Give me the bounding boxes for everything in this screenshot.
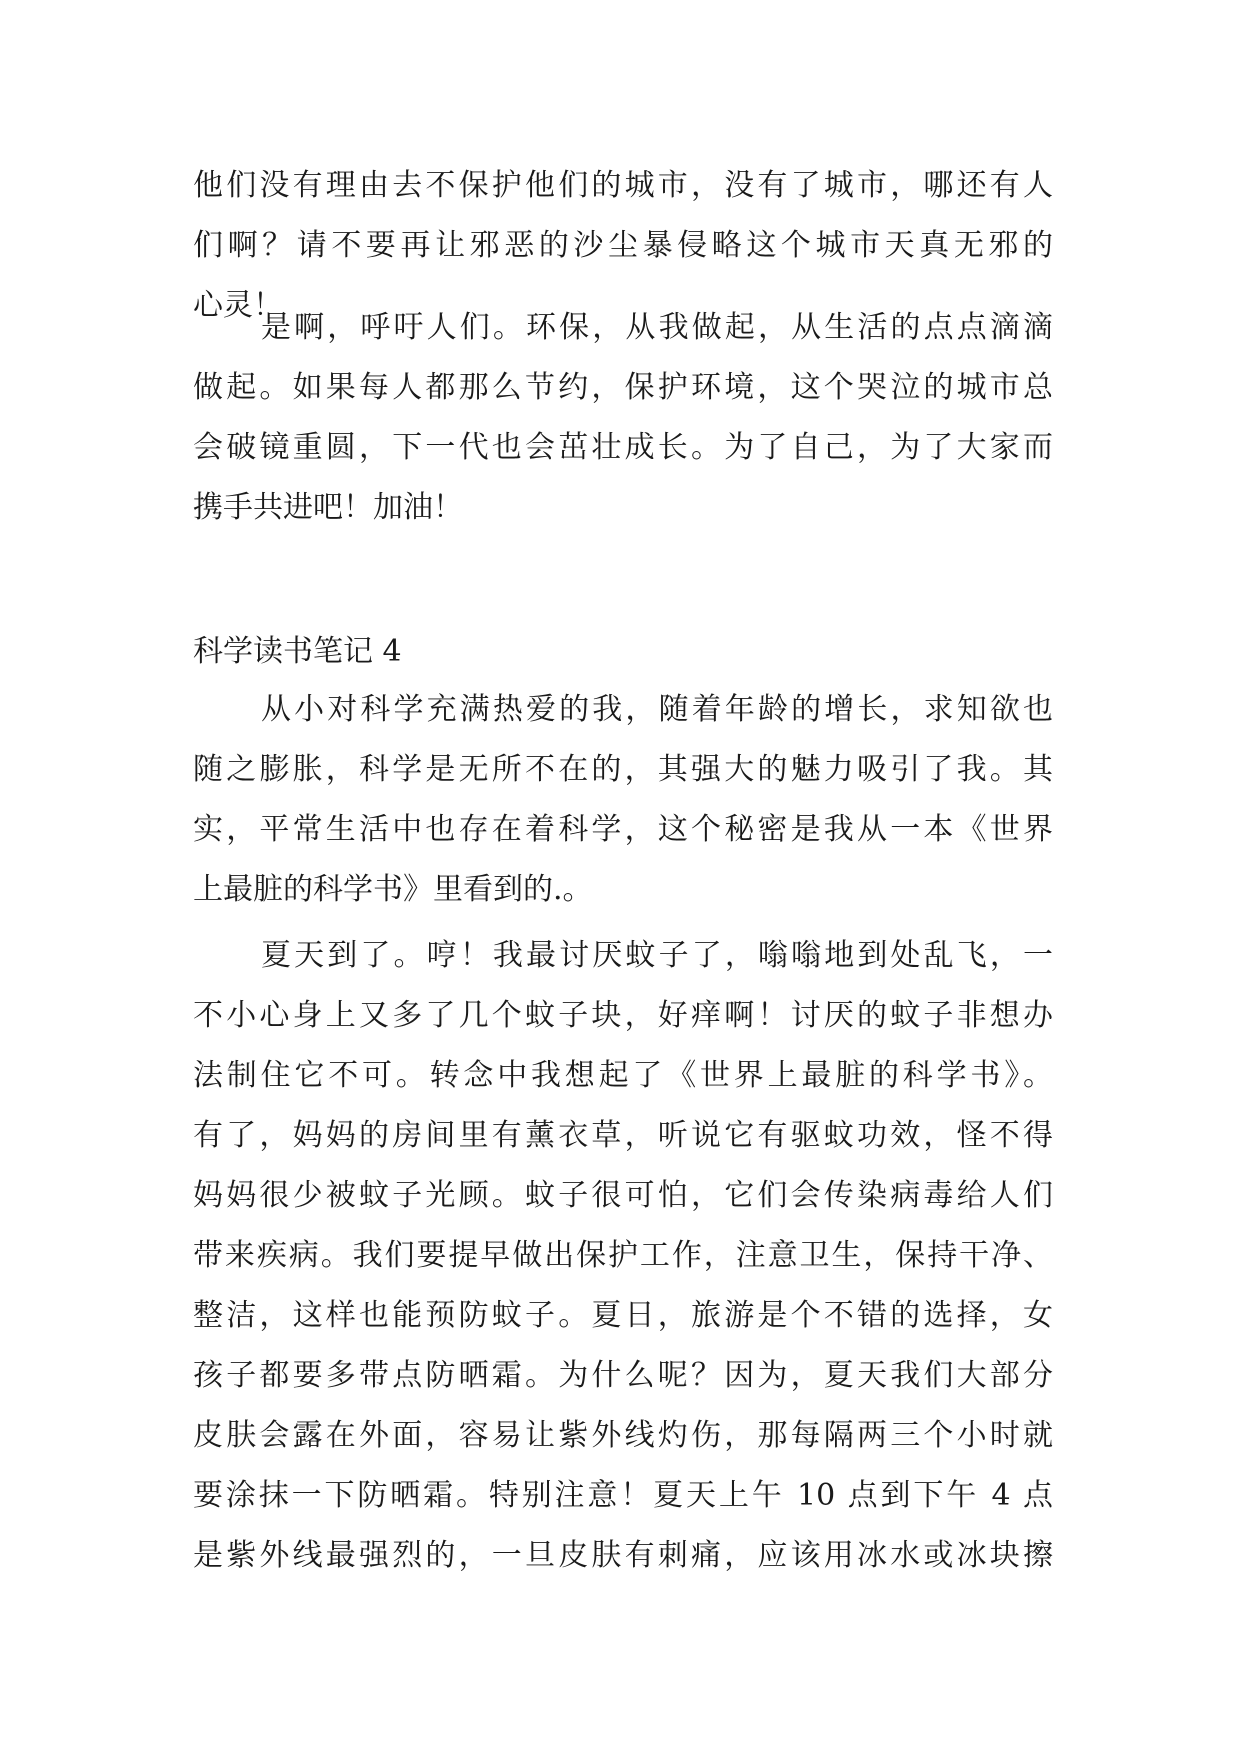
text-line: 整洁，这样也能预防蚊子。夏日，旅游是个不错的选择，女 [193,1298,1053,1333]
text-line: 夏天到了。哼！我最讨厌蚊子了，嗡嗡地到处乱飞，一 [261,938,1053,973]
text-line: 带来疾病。我们要提早做出保护工作，注意卫生，保持干净、 [193,1238,1053,1273]
text-line: 有了，妈妈的房间里有薰衣草，听说它有驱蚊功效，怪不得 [193,1118,1053,1153]
text-line: 携手共进吧！加油！ [193,490,463,525]
text-line: 心灵！ [193,288,283,323]
text-line: 要涂抹一下防晒霜。特别注意！夏天上午 10 点到下午 4 点 [193,1478,1053,1513]
text-line: 法制住它不可。转念中我想起了《世界上最脏的科学书》。 [193,1058,1053,1093]
text-line: 上最脏的科学书》里看到的.。 [193,872,593,907]
section-heading: 科学读书笔记 4 [193,634,402,669]
paragraph-summer-mosquitoes [193,926,1053,1586]
text-line: 不小心身上又多了几个蚊子块，好痒啊！讨厌的蚊子非想办 [193,998,1053,1033]
text-line: 皮肤会露在外面，容易让紫外线灼伤，那每隔两三个小时就 [193,1418,1053,1453]
text-line: 们啊？请不要再让邪恶的沙尘暴侵略这个城市天真无邪的 [193,228,1053,263]
paragraph-environment [193,298,1053,538]
text-line: 做起。如果每人都那么节约，保护环境，这个哭泣的城市总 [193,370,1053,405]
text-line: 他们没有理由去不保护他们的城市，没有了城市，哪还有人 [193,168,1053,203]
text-line: 妈妈很少被蚊子光顾。蚊子很可怕，它们会传染病毒给人们 [193,1178,1053,1213]
text-line: 实，平常生活中也存在着科学，这个秘密是我从一本《世界 [193,812,1053,847]
text-line: 是紫外线最强烈的，一旦皮肤有刺痛，应该用冰水或冰块擦 [193,1538,1053,1573]
text-line: 是啊，呼吁人们。环保，从我做起，从生活的点点滴滴 [261,310,1053,345]
paragraph-science-intro [193,680,1053,920]
text-line: 孩子都要多带点防晒霜。为什么呢？因为，夏天我们大部分 [193,1358,1053,1393]
text-line: 从小对科学充满热爱的我，随着年龄的增长，求知欲也 [261,692,1053,727]
text-line: 会破镜重圆，下一代也会茁壮成长。为了自己，为了大家而 [193,430,1053,465]
text-line: 随之膨胀，科学是无所不在的，其强大的魅力吸引了我。其 [193,752,1053,787]
